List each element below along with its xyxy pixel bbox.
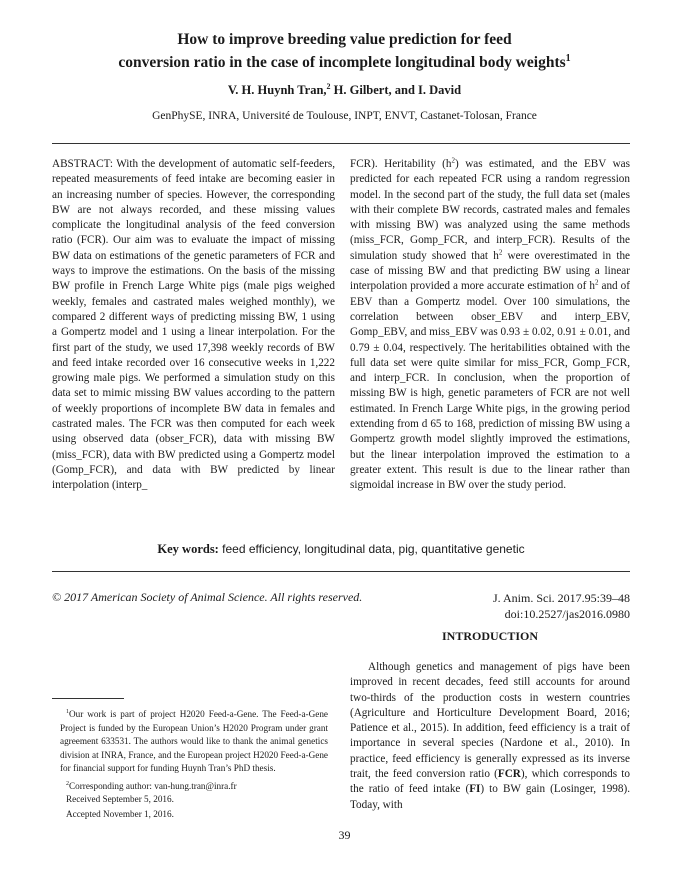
footnote-1-marker: 1 (66, 709, 69, 715)
intro-text-2: ), which corresponds to the ratio of feed intake ( (350, 768, 630, 796)
footnote-2-text: Corresponding author: van-hung.tran@inra.fr (69, 781, 237, 792)
introduction-heading: INTRODUCTION (441, 629, 538, 643)
keywords (52, 542, 630, 557)
accepted-text: Accepted November 1, 2016. (66, 809, 174, 819)
header-rule (52, 143, 630, 144)
title-footnote-marker: 1 (565, 53, 571, 64)
footnote-1-text: Our work is part of project H2020 Feed-a-Gene. The Feed-a-Gene Project is funded by the European Union’s H2020 Program under grant agreement 633531. The authors would like to thank the animal genetics division at INRA, France, and the European project H2020 Feed-a-Gene for financial support for funding Huynh Tran’s PhD thesis. (60, 709, 328, 774)
footnote-rule (52, 698, 124, 699)
citation-journal: J. Anim. Sci. 2017.95:39–48 (492, 591, 630, 605)
footnote-1 (60, 706, 328, 776)
copyright: © 2017 American Society of Animal Science. All rights reserved. (52, 590, 363, 604)
abstract-rule (52, 571, 630, 572)
intro-text-1: Although genetics and management of pigs have been improved in recent decades, feed still accounts for around two-thirds of the production costs in western countries (Agriculture and Horticulture Development Board, 2016; Patience et al., 2015). In addition, feed efficiency is a trait of importance in several species (Nardone et al., 2010). In practice, feed efficiency is generally expressed as its inverse trait, the feed conversion ratio ( (350, 661, 630, 781)
title-line-1: How to improve breeding value prediction for feed (177, 31, 512, 48)
author-1: V. H. Huynh Tran, (227, 83, 327, 98)
abstract-text-2a: FCR). Heritability (h (350, 158, 452, 170)
author-footnote-marker: 2 (326, 82, 331, 91)
intro-text-3: ) to BW gain (Losinger, 1998). Today, with (350, 783, 630, 811)
abstract-column-2 (350, 157, 630, 494)
abbr-fcr: FCR (497, 768, 521, 781)
introduction-paragraph (350, 660, 630, 813)
abstract-text-2d: and of EBV than a Gompertz model. Over 100 simulations, the correlation between obser_EBV and interp_EBV, Gomp_EBV, and miss_EBV was 0.93 ± 0.02, 0.91 ± 0.01, and 0.79 ± 0.04, respectively. The heritabilities obtained with the full data set were quite similar for miss_FCR, Gomp_FCR, and interp_FCR. In conclusion, when the proportion of missing BW is high, genetic parameters of FCR are not well estimated. In French Large White pigs, in the growing period extending from d 65 to 168, prediction of missing BW using a Gompertz growth model slightly improved the estimations, but the linear interpolation improved the estimation to a greater extent. This result is due to the linear rather than sigmoidal increase in BW over the study period. (350, 280, 630, 492)
abbr-fi: FI (469, 783, 481, 796)
superscript-2: 2 (451, 156, 455, 165)
citation (440, 590, 630, 622)
footnote-2 (60, 778, 328, 794)
author-rest: H. Gilbert, and I. David (330, 83, 462, 98)
received-text: Received September 5, 2016. (66, 794, 174, 804)
abstract-column-1 (52, 157, 335, 494)
superscript-2: 2 (498, 248, 503, 257)
keywords-text: feed efficiency, longitudinal data, pig, quantitative genetic (218, 542, 525, 556)
citation-doi: doi:10.2527/jas2016.0980 (504, 607, 630, 621)
affiliation: GenPhySE, INRA, Université de Toulouse, INPT, ENVT, Castanet-Tolosan, France (152, 110, 537, 122)
author-list (0, 82, 689, 98)
abstract-label: ABSTRACT: (52, 158, 113, 170)
page-number: 39 (338, 828, 351, 842)
article-title (0, 30, 689, 72)
accepted-date (60, 808, 328, 822)
abstract-text-2c: were overestimated in the case of missing BW and that predicting BW using a linear interpolation provided a more accurate estimation of h (350, 249, 631, 293)
abstract-text-2b: ) was estimated, and the EBV was predicted for each repeated FCR using a random regression model. In the second part of the study, the full data set (males with their complete BW records, castrated males and females with missing BW) was analyzed using the same methods (miss_FCR, Gomp_FCR, and interp_FCR). Results of the simulation study showed that h (350, 158, 630, 262)
abstract-text-1: With the development of automatic self-feeders, repeated measurements of feed intake are becoming easier in an increasing number of species. However, the corresponding BW are not always recorded, and these missing values complicate the longitudinal analysis of the feed conversion ratio (FCR). Our aim was to evaluate the impact of missing BW data on estimations of the genetic parameters of FCR and ways to improve the estimations. On the basis of the missing BW profile in French Large White pigs (male pigs weighed weekly, females and castrated males weighed monthly), we compared 2 different ways of predicting missing BW, 1 using a Gompertz model and 1 using a linear interpolation. For the first part of the study, we used 17,398 weekly records of BW and feed intake recorded over 16 consecutive weeks in 1,222 growing male pigs. We performed a simulation study on this data set to mimic missing BW values according to the pattern of weekly proportions of incomplete BW data in females and castrated males. The FCR was then computed for each week using observed data (obser_FCR), data with missing BW (miss_FCR), data with BW predicted using a Gompertz model (Gomp_FCR), and data with BW predicted by linear interpolation (interp_ (52, 158, 335, 492)
superscript-2: 2 (594, 278, 599, 287)
title-line-2: conversion ratio in the case of incomplete longitudinal body weights (118, 54, 566, 72)
received-date (60, 793, 328, 807)
footnote-2-marker: 2 (66, 781, 69, 787)
keywords-label: Key words: (157, 542, 219, 556)
